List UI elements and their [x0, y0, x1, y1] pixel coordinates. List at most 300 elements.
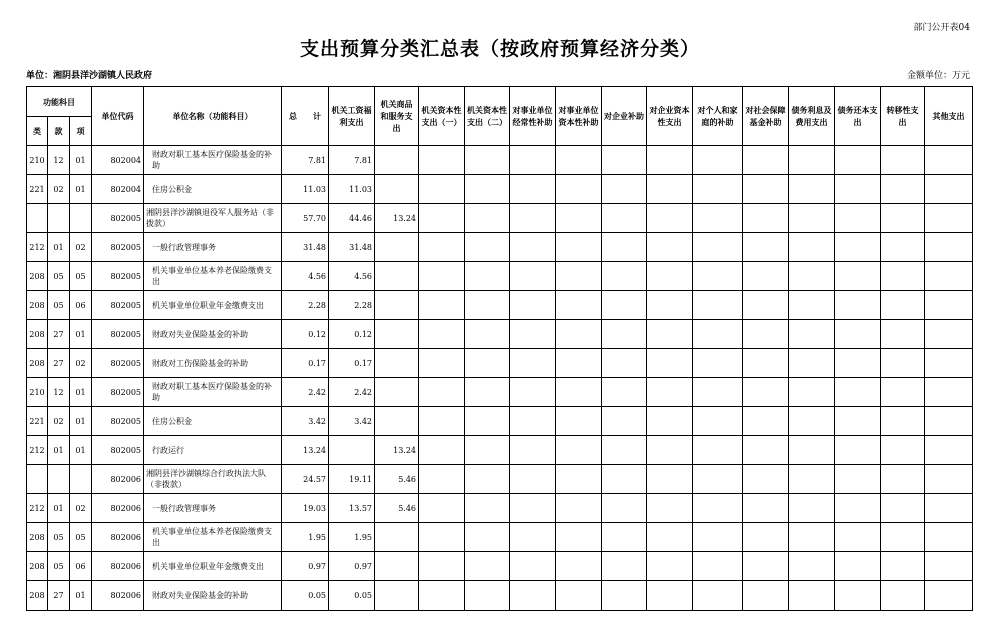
- cell-xiang: 01: [70, 175, 92, 204]
- cell-empty: [743, 291, 789, 320]
- cell-empty: [693, 581, 743, 611]
- cell-salary-welfare: 0.05: [329, 581, 375, 611]
- cell-empty: [602, 291, 647, 320]
- cell-goods-services: [375, 262, 419, 291]
- cell-unit-code: 802005: [92, 291, 144, 320]
- cell-salary-welfare: 7.81: [329, 146, 375, 175]
- cell-unit-name: 住房公积金: [144, 407, 282, 436]
- cell-unit-code: 802006: [92, 465, 144, 494]
- cell-empty: [465, 291, 510, 320]
- cell-empty: [925, 581, 973, 611]
- cell-salary-welfare: [329, 436, 375, 465]
- cell-empty: [510, 581, 556, 611]
- cell-empty: [556, 262, 602, 291]
- cell-empty: [419, 494, 465, 523]
- header-econ: 机关资本性支出（二）: [465, 87, 510, 146]
- cell-unit-code: 802006: [92, 494, 144, 523]
- table-row: [27, 465, 973, 494]
- cell-empty: [647, 175, 693, 204]
- cell-empty: [743, 204, 789, 233]
- cell-xiang: 01: [70, 407, 92, 436]
- cell-kuan: 01: [48, 494, 70, 523]
- cell-goods-services: [375, 552, 419, 581]
- cell-unit-code: 802006: [92, 523, 144, 552]
- cell-xiang: [70, 204, 92, 233]
- header-econ: 对社会保障基金补助: [743, 87, 789, 146]
- cell-goods-services: 13.24: [375, 204, 419, 233]
- cell-salary-welfare: 0.97: [329, 552, 375, 581]
- cell-empty: [647, 494, 693, 523]
- cell-unit-code: 802005: [92, 233, 144, 262]
- cell-empty: [925, 146, 973, 175]
- cell-empty: [556, 465, 602, 494]
- cell-total: 2.42: [282, 378, 329, 407]
- cell-empty: [743, 407, 789, 436]
- cell-unit-code: 802004: [92, 175, 144, 204]
- cell-empty: [789, 262, 835, 291]
- cell-lei: 208: [27, 349, 48, 378]
- cell-unit-code: 802005: [92, 378, 144, 407]
- cell-empty: [647, 552, 693, 581]
- cell-kuan: 27: [48, 320, 70, 349]
- cell-unit-name: 一般行政管理事务: [144, 494, 282, 523]
- header-unit-code: 单位代码: [92, 87, 144, 146]
- cell-unit-name: 机关事业单位职业年金缴费支出: [144, 552, 282, 581]
- cell-empty: [647, 378, 693, 407]
- cell-salary-welfare: 1.95: [329, 523, 375, 552]
- cell-empty: [789, 175, 835, 204]
- cell-total: 0.17: [282, 349, 329, 378]
- amount-unit-label: 金额单位：万元: [906, 71, 970, 81]
- cell-unit-code: 802004: [92, 146, 144, 175]
- cell-empty: [647, 262, 693, 291]
- cell-total: 19.03: [282, 494, 329, 523]
- cell-kuan: 05: [48, 291, 70, 320]
- cell-empty: [835, 436, 881, 465]
- table-row: [27, 175, 973, 204]
- cell-empty: [789, 349, 835, 378]
- cell-empty: [881, 465, 925, 494]
- cell-empty: [419, 262, 465, 291]
- cell-empty: [647, 465, 693, 494]
- cell-lei: 208: [27, 552, 48, 581]
- cell-empty: [743, 378, 789, 407]
- cell-empty: [925, 291, 973, 320]
- header-econ: 对企业资本性支出: [647, 87, 693, 146]
- cell-goods-services: [375, 349, 419, 378]
- header-func-subject: 功能科目: [27, 87, 92, 117]
- cell-xiang: 01: [70, 146, 92, 175]
- cell-kuan: 12: [48, 146, 70, 175]
- cell-empty: [510, 378, 556, 407]
- cell-empty: [419, 552, 465, 581]
- cell-empty: [419, 436, 465, 465]
- cell-empty: [835, 204, 881, 233]
- cell-empty: [465, 146, 510, 175]
- cell-empty: [789, 523, 835, 552]
- cell-empty: [647, 233, 693, 262]
- cell-empty: [743, 552, 789, 581]
- cell-total: 57.70: [282, 204, 329, 233]
- cell-empty: [693, 262, 743, 291]
- cell-salary-welfare: 2.28: [329, 291, 375, 320]
- cell-empty: [419, 378, 465, 407]
- cell-empty: [419, 581, 465, 611]
- cell-empty: [743, 233, 789, 262]
- cell-empty: [465, 523, 510, 552]
- cell-empty: [693, 378, 743, 407]
- table-row: [27, 523, 973, 552]
- cell-empty: [647, 291, 693, 320]
- table-row: [27, 349, 973, 378]
- cell-empty: [925, 552, 973, 581]
- cell-empty: [789, 204, 835, 233]
- cell-unit-name: 机关事业单位基本养老保险缴费支出: [144, 262, 282, 291]
- cell-lei: 212: [27, 436, 48, 465]
- cell-kuan: [48, 465, 70, 494]
- cell-lei: 212: [27, 233, 48, 262]
- cell-empty: [881, 233, 925, 262]
- cell-xiang: 02: [70, 349, 92, 378]
- cell-empty: [556, 175, 602, 204]
- unit-label: 单位：湘阴县洋沙湖镇人民政府: [26, 71, 153, 81]
- cell-empty: [510, 233, 556, 262]
- cell-empty: [789, 552, 835, 581]
- cell-total: 1.95: [282, 523, 329, 552]
- cell-empty: [881, 436, 925, 465]
- cell-empty: [556, 407, 602, 436]
- cell-empty: [465, 552, 510, 581]
- cell-empty: [465, 465, 510, 494]
- cell-empty: [743, 175, 789, 204]
- table-row: [27, 262, 973, 291]
- cell-salary-welfare: 31.48: [329, 233, 375, 262]
- cell-empty: [693, 146, 743, 175]
- cell-empty: [602, 465, 647, 494]
- cell-total: 31.48: [282, 233, 329, 262]
- cell-empty: [881, 175, 925, 204]
- cell-salary-welfare: 2.42: [329, 378, 375, 407]
- cell-kuan: 02: [48, 175, 70, 204]
- cell-empty: [602, 175, 647, 204]
- cell-goods-services: [375, 581, 419, 611]
- cell-lei: 208: [27, 320, 48, 349]
- cell-empty: [743, 581, 789, 611]
- cell-empty: [647, 436, 693, 465]
- cell-empty: [835, 175, 881, 204]
- cell-empty: [835, 407, 881, 436]
- cell-empty: [743, 523, 789, 552]
- cell-empty: [789, 494, 835, 523]
- cell-salary-welfare: 0.17: [329, 349, 375, 378]
- cell-lei: 210: [27, 146, 48, 175]
- cell-empty: [881, 523, 925, 552]
- cell-goods-services: 5.46: [375, 465, 419, 494]
- cell-empty: [743, 494, 789, 523]
- cell-kuan: 27: [48, 349, 70, 378]
- cell-empty: [647, 523, 693, 552]
- header-econ: 债务利息及费用支出: [789, 87, 835, 146]
- cell-empty: [925, 465, 973, 494]
- cell-empty: [602, 146, 647, 175]
- cell-lei: [27, 204, 48, 233]
- cell-empty: [835, 378, 881, 407]
- cell-lei: 221: [27, 407, 48, 436]
- cell-kuan: 05: [48, 552, 70, 581]
- cell-empty: [556, 523, 602, 552]
- cell-empty: [510, 291, 556, 320]
- cell-empty: [602, 349, 647, 378]
- cell-empty: [789, 291, 835, 320]
- cell-empty: [925, 349, 973, 378]
- expenditure-table: [26, 86, 973, 611]
- cell-empty: [693, 291, 743, 320]
- cell-lei: 221: [27, 175, 48, 204]
- cell-empty: [556, 204, 602, 233]
- cell-empty: [925, 378, 973, 407]
- cell-goods-services: [375, 175, 419, 204]
- cell-xiang: 06: [70, 291, 92, 320]
- cell-empty: [925, 320, 973, 349]
- cell-xiang: 01: [70, 436, 92, 465]
- cell-empty: [465, 262, 510, 291]
- cell-unit-name: 财政对职工基本医疗保险基金的补助: [144, 378, 282, 407]
- cell-empty: [925, 523, 973, 552]
- cell-empty: [465, 407, 510, 436]
- cell-empty: [510, 494, 556, 523]
- cell-empty: [693, 320, 743, 349]
- cell-empty: [881, 581, 925, 611]
- cell-empty: [419, 320, 465, 349]
- cell-empty: [881, 494, 925, 523]
- cell-empty: [510, 320, 556, 349]
- cell-empty: [465, 581, 510, 611]
- cell-empty: [693, 436, 743, 465]
- cell-lei: 208: [27, 523, 48, 552]
- cell-goods-services: [375, 233, 419, 262]
- cell-empty: [510, 349, 556, 378]
- cell-unit-name: 财政对工伤保险基金的补助: [144, 349, 282, 378]
- cell-xiang: [70, 465, 92, 494]
- cell-empty: [693, 523, 743, 552]
- cell-empty: [602, 233, 647, 262]
- cell-empty: [510, 146, 556, 175]
- cell-empty: [602, 407, 647, 436]
- cell-empty: [743, 465, 789, 494]
- cell-xiang: 05: [70, 523, 92, 552]
- form-number: 部门公开表04: [913, 23, 970, 33]
- cell-goods-services: [375, 291, 419, 320]
- cell-total: 0.12: [282, 320, 329, 349]
- cell-total: 24.57: [282, 465, 329, 494]
- cell-unit-code: 802005: [92, 204, 144, 233]
- cell-empty: [925, 233, 973, 262]
- cell-empty: [510, 436, 556, 465]
- cell-unit-name: 财政对职工基本医疗保险基金的补助: [144, 146, 282, 175]
- cell-empty: [465, 320, 510, 349]
- cell-empty: [881, 204, 925, 233]
- cell-xiang: 01: [70, 581, 92, 611]
- cell-unit-name: 机关事业单位基本养老保险缴费支出: [144, 523, 282, 552]
- cell-lei: 208: [27, 291, 48, 320]
- cell-empty: [789, 465, 835, 494]
- cell-goods-services: [375, 378, 419, 407]
- cell-total: 0.97: [282, 552, 329, 581]
- cell-empty: [510, 552, 556, 581]
- cell-total: 11.03: [282, 175, 329, 204]
- cell-empty: [602, 320, 647, 349]
- cell-unit-name: 湘阴县洋沙湖镇退役军人服务站（非拨款）: [144, 204, 282, 233]
- cell-unit-name: 湘阴县洋沙湖镇综合行政执法大队（非拨款）: [144, 465, 282, 494]
- cell-empty: [693, 465, 743, 494]
- cell-empty: [881, 407, 925, 436]
- cell-empty: [647, 407, 693, 436]
- table-row: [27, 320, 973, 349]
- table-row: [27, 233, 973, 262]
- cell-salary-welfare: 13.57: [329, 494, 375, 523]
- cell-empty: [465, 204, 510, 233]
- cell-empty: [835, 523, 881, 552]
- cell-unit-code: 802006: [92, 581, 144, 611]
- cell-unit-code: 802006: [92, 552, 144, 581]
- cell-empty: [925, 204, 973, 233]
- cell-empty: [602, 378, 647, 407]
- table-row: [27, 407, 973, 436]
- cell-empty: [510, 465, 556, 494]
- cell-empty: [693, 494, 743, 523]
- cell-empty: [465, 349, 510, 378]
- cell-salary-welfare: 3.42: [329, 407, 375, 436]
- header-unit-name: 单位名称（功能科目）: [144, 87, 282, 146]
- cell-kuan: 01: [48, 436, 70, 465]
- cell-empty: [556, 146, 602, 175]
- table-row: [27, 581, 973, 611]
- cell-unit-code: 802005: [92, 320, 144, 349]
- cell-total: 7.81: [282, 146, 329, 175]
- cell-xiang: 05: [70, 262, 92, 291]
- cell-kuan: 05: [48, 262, 70, 291]
- cell-xiang: 02: [70, 233, 92, 262]
- cell-empty: [465, 494, 510, 523]
- cell-empty: [510, 262, 556, 291]
- cell-goods-services: [375, 523, 419, 552]
- cell-empty: [510, 407, 556, 436]
- table-row: [27, 204, 973, 233]
- cell-unit-name: 一般行政管理事务: [144, 233, 282, 262]
- cell-empty: [465, 175, 510, 204]
- cell-unit-code: 802005: [92, 436, 144, 465]
- cell-empty: [881, 349, 925, 378]
- cell-goods-services: 5.46: [375, 494, 419, 523]
- header-total: 总 计: [282, 87, 329, 146]
- cell-lei: 210: [27, 378, 48, 407]
- table-row: [27, 291, 973, 320]
- cell-empty: [556, 436, 602, 465]
- cell-empty: [647, 320, 693, 349]
- cell-empty: [925, 262, 973, 291]
- header-econ: 转移性支出: [881, 87, 925, 146]
- cell-empty: [647, 349, 693, 378]
- cell-salary-welfare: 11.03: [329, 175, 375, 204]
- cell-empty: [556, 233, 602, 262]
- header-econ: 机关商品和服务支出: [375, 87, 419, 146]
- cell-total: 3.42: [282, 407, 329, 436]
- cell-kuan: 05: [48, 523, 70, 552]
- cell-empty: [835, 465, 881, 494]
- cell-empty: [835, 262, 881, 291]
- header-kuan: 款: [48, 117, 70, 146]
- cell-empty: [419, 233, 465, 262]
- cell-empty: [835, 320, 881, 349]
- cell-unit-name: 行政运行: [144, 436, 282, 465]
- cell-empty: [789, 378, 835, 407]
- cell-empty: [789, 233, 835, 262]
- cell-empty: [835, 233, 881, 262]
- cell-empty: [835, 146, 881, 175]
- cell-empty: [419, 523, 465, 552]
- cell-empty: [743, 349, 789, 378]
- cell-empty: [835, 581, 881, 611]
- table-row: [27, 436, 973, 465]
- cell-empty: [465, 378, 510, 407]
- cell-empty: [419, 204, 465, 233]
- cell-kuan: 02: [48, 407, 70, 436]
- cell-unit-code: 802005: [92, 262, 144, 291]
- cell-salary-welfare: 19.11: [329, 465, 375, 494]
- cell-empty: [789, 436, 835, 465]
- cell-empty: [789, 581, 835, 611]
- cell-empty: [556, 349, 602, 378]
- header-econ: 其他支出: [925, 87, 973, 146]
- header-xiang: 项: [70, 117, 92, 146]
- cell-empty: [510, 204, 556, 233]
- cell-empty: [835, 552, 881, 581]
- cell-kuan: 01: [48, 233, 70, 262]
- cell-goods-services: [375, 320, 419, 349]
- cell-empty: [835, 291, 881, 320]
- cell-total: 0.05: [282, 581, 329, 611]
- cell-empty: [419, 465, 465, 494]
- cell-empty: [925, 407, 973, 436]
- header-econ: 对企业补助: [602, 87, 647, 146]
- cell-empty: [556, 320, 602, 349]
- cell-kuan: 12: [48, 378, 70, 407]
- cell-unit-code: 802005: [92, 407, 144, 436]
- cell-total: 13.24: [282, 436, 329, 465]
- page-title: 支出预算分类汇总表（按政府预算经济分类）: [299, 38, 700, 60]
- table-row: [27, 146, 973, 175]
- cell-empty: [835, 349, 881, 378]
- cell-xiang: 01: [70, 320, 92, 349]
- table-row: [27, 552, 973, 581]
- cell-empty: [693, 552, 743, 581]
- cell-empty: [743, 262, 789, 291]
- cell-empty: [556, 291, 602, 320]
- cell-xiang: 01: [70, 378, 92, 407]
- cell-empty: [881, 320, 925, 349]
- cell-empty: [556, 378, 602, 407]
- cell-empty: [510, 523, 556, 552]
- cell-salary-welfare: 44.46: [329, 204, 375, 233]
- cell-empty: [602, 581, 647, 611]
- cell-empty: [556, 581, 602, 611]
- cell-empty: [789, 407, 835, 436]
- cell-empty: [602, 262, 647, 291]
- cell-lei: [27, 465, 48, 494]
- cell-empty: [465, 233, 510, 262]
- cell-empty: [693, 349, 743, 378]
- cell-empty: [556, 552, 602, 581]
